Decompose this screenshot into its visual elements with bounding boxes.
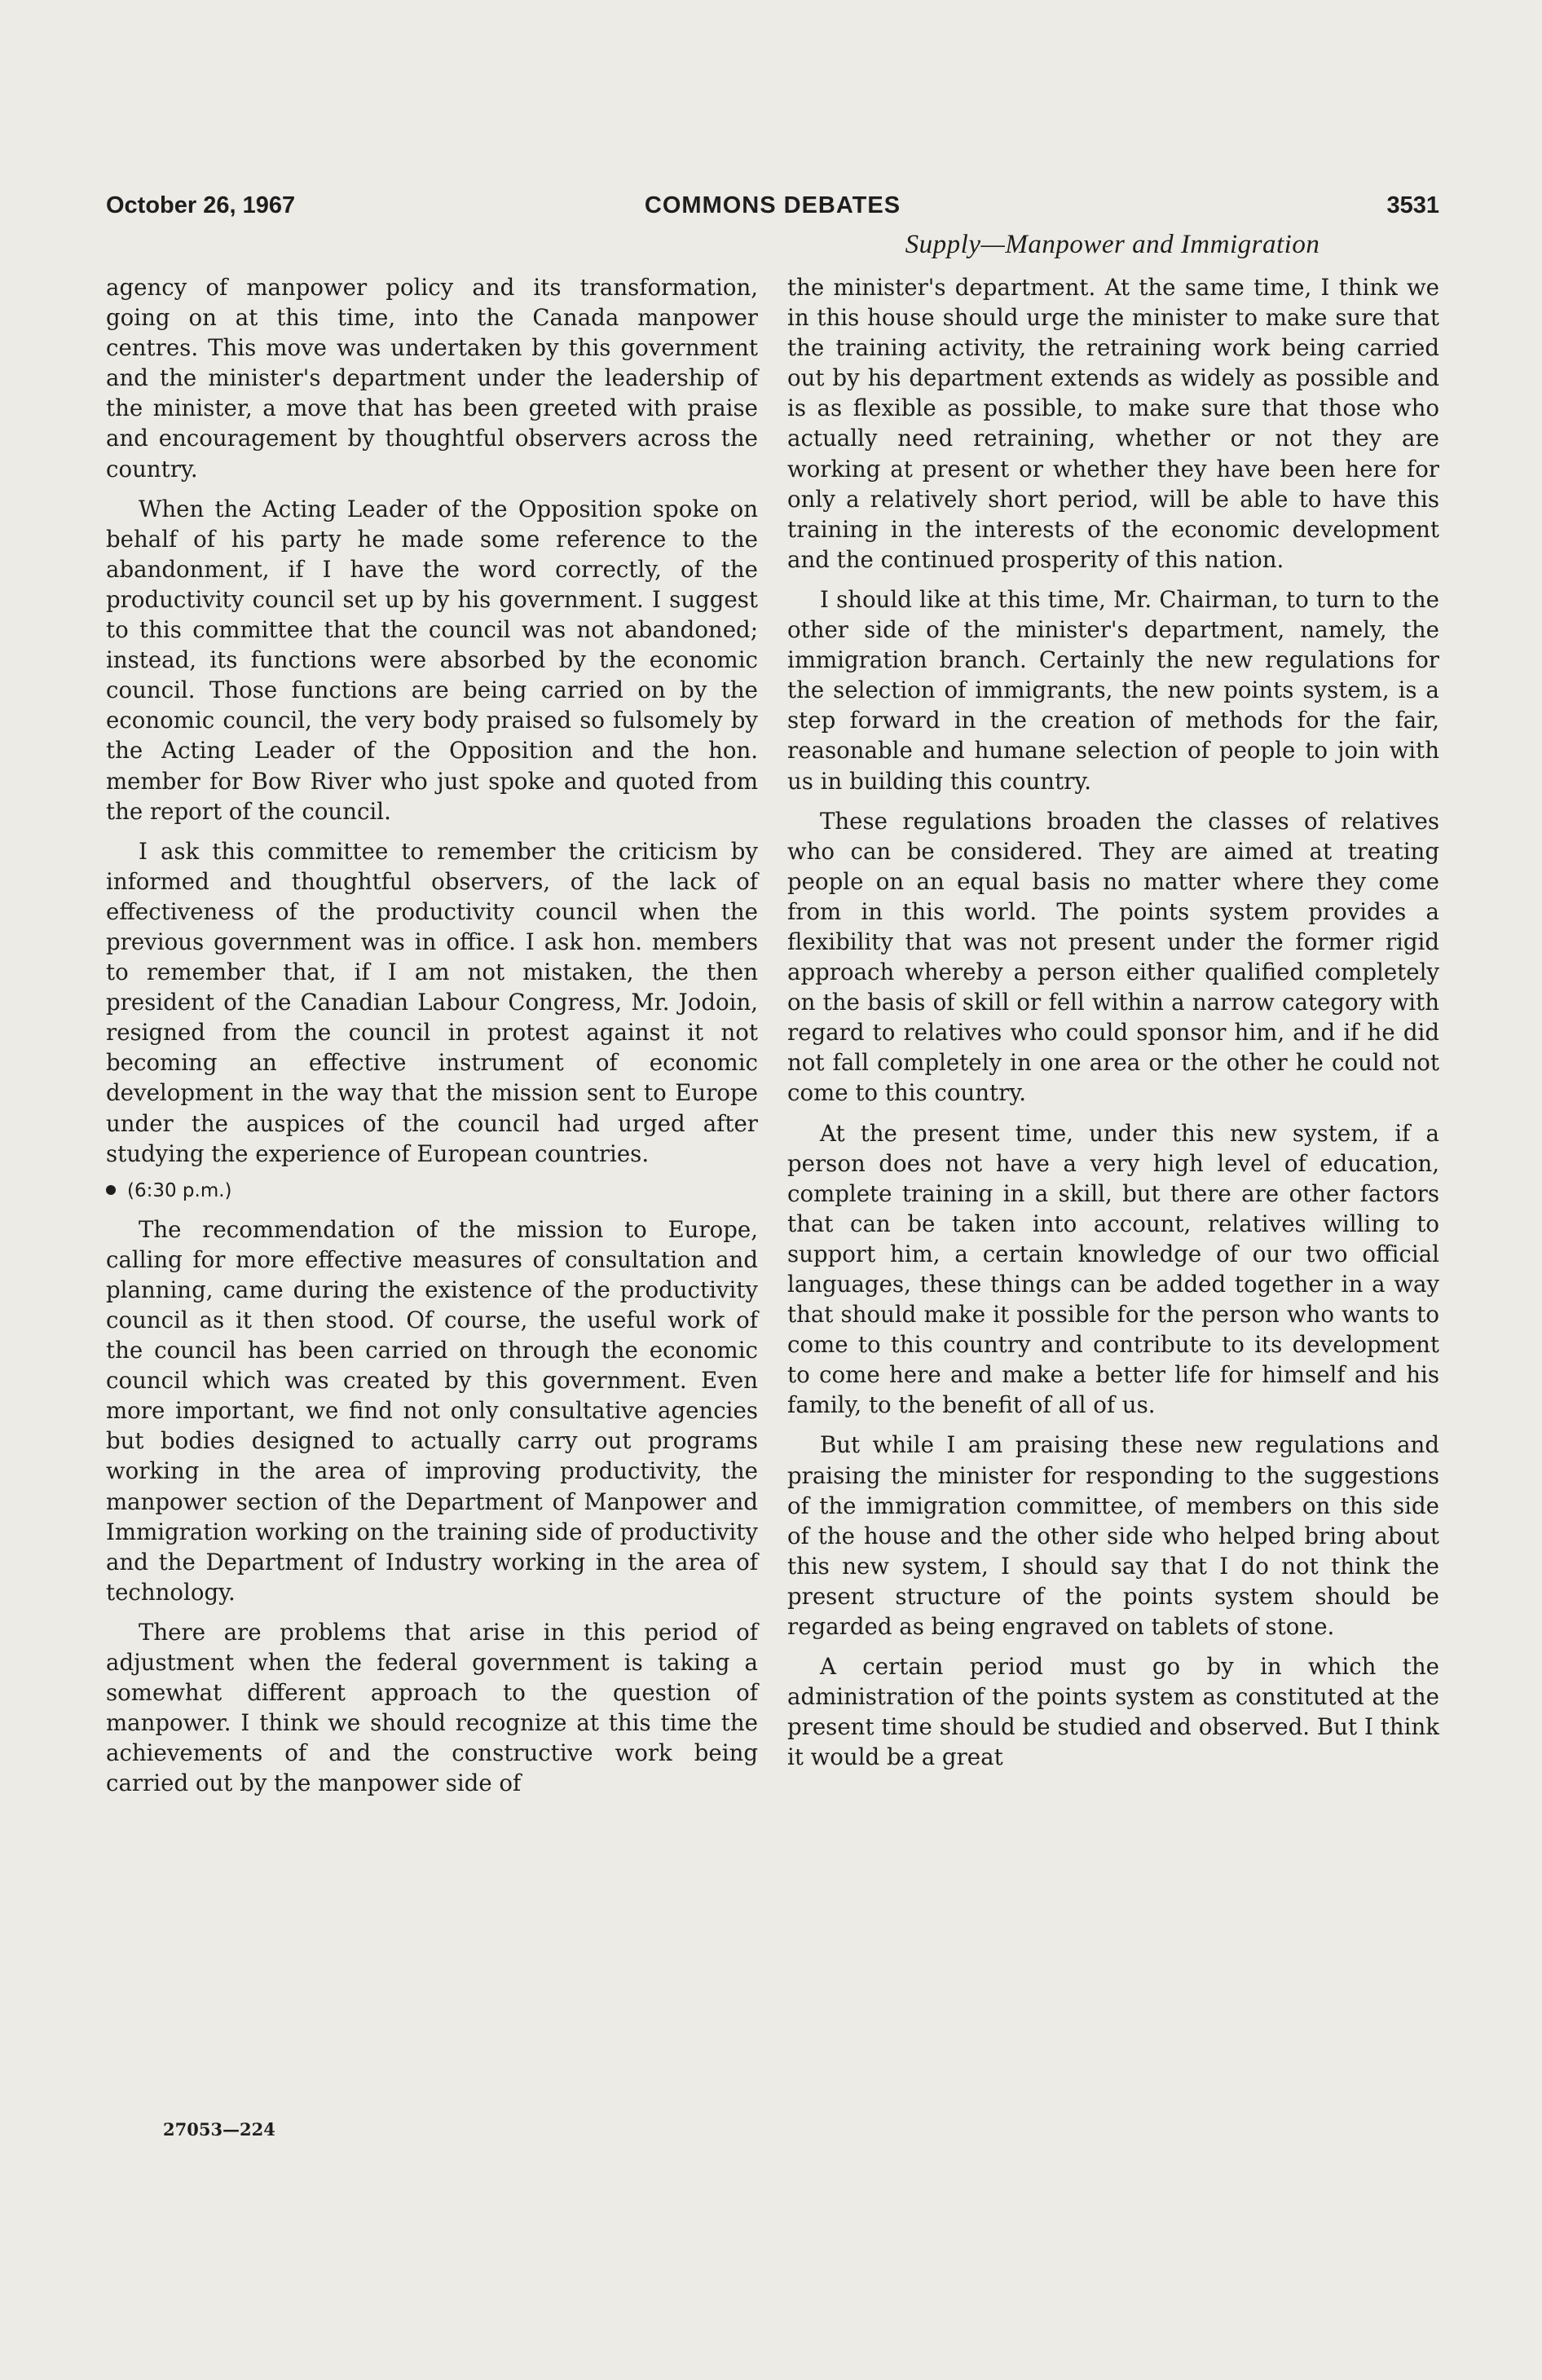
paragraph: The recommendation of the mission to Europe, calling for more effective measures of consultation and planning, came during the existence of the productivity council as it then stood. Of course, the useful work of the council has been carried on through the economic council which was created by this government. Even more important, we find not only consultative agencies but bodies designed to actually carry out programs working in the area of improving productivity, the manpower section of the Department of Manpower and Immigration working on the training side of productivity and the Department of Industry working in the area of technology. xyxy=(106,1215,758,1606)
section-subheader: Supply—Manpower and Immigration xyxy=(905,230,1320,259)
paragraph: But while I am praising these new regulations and praising the minister for responding to the suggestions of the immigration committee, of members on this side of the house and the other side who helped bring about this new system, I should say that I do not think the present structure of the points system should be regarded as being engraved on tablets of stone. xyxy=(787,1431,1439,1641)
paragraph: These regulations broaden the classes of relatives who can be considered. They are aimed at treating people on an equal basis no matter where they come from in this world. The points system provides a flexibility that was not present under the former rigid approach whereby a person either qualified completely on the basis of skill or fell within a narrow category with regard to relatives who could sponsor him, and if he did not fall completely in one area or the other he could not come to this country. xyxy=(787,807,1439,1107)
page-header xyxy=(106,192,1439,233)
paragraph: I should like at this time, Mr. Chairman, to turn to the other side of the minister's department, namely, the immigration branch. Certainly the new regulations for the selection of immigrants, the new points system, is a step forward in the creation of methods for the fair, reasonable and humane selection of people to join with us in building this country. xyxy=(787,585,1439,795)
header-page-number: 3531 xyxy=(1386,192,1439,218)
header-title: COMMONS DEBATES xyxy=(644,192,901,218)
header-date: October 26, 1967 xyxy=(106,192,296,218)
paragraph: A certain period must go by in which the administration of the points system as constituted at the present time should be studied and observed. But I think it would be a great xyxy=(787,1653,1439,1771)
paragraph: There are problems that arise in this period of adjustment when the federal government is taking a somewhat different approach to the question of manpower. I think we should recognize at this time the achievements of and the constructive work being carried out by the manpower side of xyxy=(106,1618,758,1797)
bullet-icon xyxy=(106,1185,116,1195)
paragraph: At the present time, under this new system, if a person does not have a very high level of education, complete training in a skill, but there are other factors that can be taken into account, relatives willing to support him, a certain knowledge of our two official languages, these things can be added together in a way that should make it possible for the person who wants to come to this country and contribute to its development to come here and make a better life for himself and his family, to the benefit of all of us. xyxy=(787,1119,1439,1419)
paragraph: agency of manpower policy and its transformation, going on at this time, into the Canada manpower centres. This move was undertaken by this government and the minister's department under the leadership of the minister, a move that has been greeted with praise and encouragement by thoughtful observers across the country. xyxy=(106,274,758,483)
time-marker-text: (6:30 p.m.) xyxy=(127,1179,232,1201)
paragraph: the minister's department. At the same time, I think we in this house should urge the minister to make sure that the training activity, the retraining work being carried out by his department extends as widely as possible and is as flexible as possible, to make sure that those who actually need retraining, whether or not they are working at present or whether they have been here for only a relatively short period, will be able to have this training in the interests of the economic development and the continued prosperity of this nation. xyxy=(787,274,1439,573)
page-footer-code: 27053—224 xyxy=(163,2119,275,2140)
right-column xyxy=(787,272,1439,1783)
time-marker xyxy=(106,1179,758,1203)
paragraph: I ask this committee to remember the criticism by informed and thoughtful observers, of the lack of effectiveness of the productivity council when the previous government was in office. I ask hon. members to remember that, if I am not mistaken, the then president of the Canadian Labour Congress, Mr. Jodoin, resigned from the council in protest against it not becoming an effective instrument of economic development in the way that the mission sent to Europe under the auspices of the council had urged after studying the experience of European countries. xyxy=(106,837,758,1167)
paragraph: When the Acting Leader of the Opposition spoke on behalf of his party he made some reference to the abandonment, if I have the word correctly, of the productivity council set up by his government. I suggest to this committee that the council was not abandoned; instead, its functions were absorbed by the economic council. Those functions are being carried on by the economic council, the very body praised so fulsomely by the Acting Leader of the Opposition and the hon. member for Bow River who just spoke and quoted from the report of the council. xyxy=(106,495,758,825)
left-column xyxy=(106,272,758,1809)
